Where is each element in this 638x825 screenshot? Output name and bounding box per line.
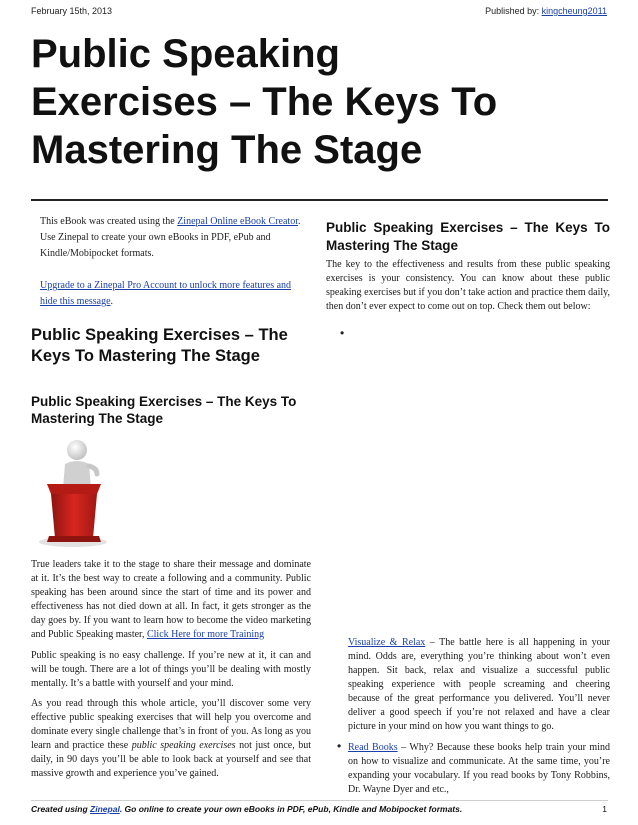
left-para3-a: As you read through this whole article, you’ll discover some very effective public speaking exercises that will help you overcome and dominate every single challenge that’s in front of you. As long as you learn and practice these [31,698,311,751]
left-para3-b: not just once, but daily, in 90 days you’ll be able to look back at yourself and see that massive growth and experience you’ve gained. [31,740,311,779]
zinepal-notice [31,210,311,315]
article-subheading: Public Speaking Exercises – The Keys To Mastering The Stage [31,394,297,426]
notice-text [40,214,302,262]
left-paragraph-2: Public speaking is no easy challenge. If you’re new at it, it can and will be tough. There are a lot of things you’ll be dealing with mostly mentally. It’s a battle with yourself and your mind. [31,650,311,689]
notice-text-c: . [110,296,114,307]
right-heading: Public Speaking Exercises – The Keys To Mastering The Stage [326,220,610,253]
bullet-icon: • [337,739,342,753]
list-item-visualize [348,636,610,734]
podium-illustration-icon [31,438,311,548]
header-published [485,6,607,16]
header-date: February 15th, 2013 [31,6,113,16]
notice-text-a: This eBook was created using the [40,216,178,227]
left-paragraph-1 [31,558,311,642]
zinepal-creator-link[interactable]: Zinepal Online eBook Creator [177,216,298,227]
zinepal-footer-link[interactable]: Zinepal [90,804,120,814]
empty-bullet-icon: • [340,326,345,340]
title-line-1: Public Speaking [31,32,340,76]
right-intro: The key to the effectiveness and results from these public speaking exercises is your consistency. You can know about these public speaking exercises but if you don’t take action and practice them daily, then don’t ever expect to come out on top. Check them out below: [326,259,610,312]
speaker-podium-image [31,438,311,548]
page-title [31,30,611,174]
published-prefix: Published by: [485,6,542,16]
title-divider [31,199,608,201]
title-line-3: Mastering The Stage [31,128,423,172]
item1-text: – The battle here is all happening in your mind. Odds are, everything you’re thinking about won’t even happen. Sit back, relax and visualize a successful public speaking experience with people screaming and cheering because of the great performance you delivered. You’ll never deliver a good speech if you’re not relaxed and have a clear picture in your mind on how you want things to go. [348,637,610,732]
visualize-relax-link[interactable]: Visualize & Relax [348,637,426,648]
page-number: 1 [602,804,607,814]
article-heading: Public Speaking Exercises – The Keys To Mastering The Stage [31,326,288,365]
footer-text [31,804,462,814]
author-link[interactable]: kingcheung2011 [541,6,607,16]
read-books-link[interactable]: Read Books [348,742,398,753]
footer-text-b: . Go online to create your own eBooks in PDF, ePub, Kindle and Mobipocket formats. [119,804,463,814]
left-para3-italic: public speaking exercises [131,740,236,751]
notice-text-b: . Use Zinepal to create your own eBooks in PDF, ePub and Kindle/Mobipocket formats. [40,216,301,259]
footer-text-a: Created using [31,804,91,814]
upgrade-link[interactable]: Upgrade to a Zinepal Pro Account to unlock more features and hide this message [40,280,292,307]
page-footer [31,804,607,818]
list-item-read-books [348,741,610,797]
title-line-2: Exercises – The Keys To [31,80,498,124]
notice-upgrade [40,278,302,310]
left-para1-text: True leaders take it to the stage to share their message and dominate at it. It’s the best way to create a following and a community. Public speaking has been around since the start of time and its power and effectiveness has not died down at all. In fact, it gets stronger as the day goes by. If you want to learn how to become the video marketing and Public Speaking master, [31,559,311,640]
page-header [31,6,607,22]
left-paragraph-3 [31,697,311,781]
footer-divider [31,800,608,801]
item2-text: – Why? Because these books help train your mind on how to visualize and communicate. At the same time, you’re expanding your vocabulary. If you read books by Tony Robbins, Dr. Wayne Dyer and etc., [348,742,610,795]
training-link[interactable]: Click Here for more Training [146,629,265,640]
